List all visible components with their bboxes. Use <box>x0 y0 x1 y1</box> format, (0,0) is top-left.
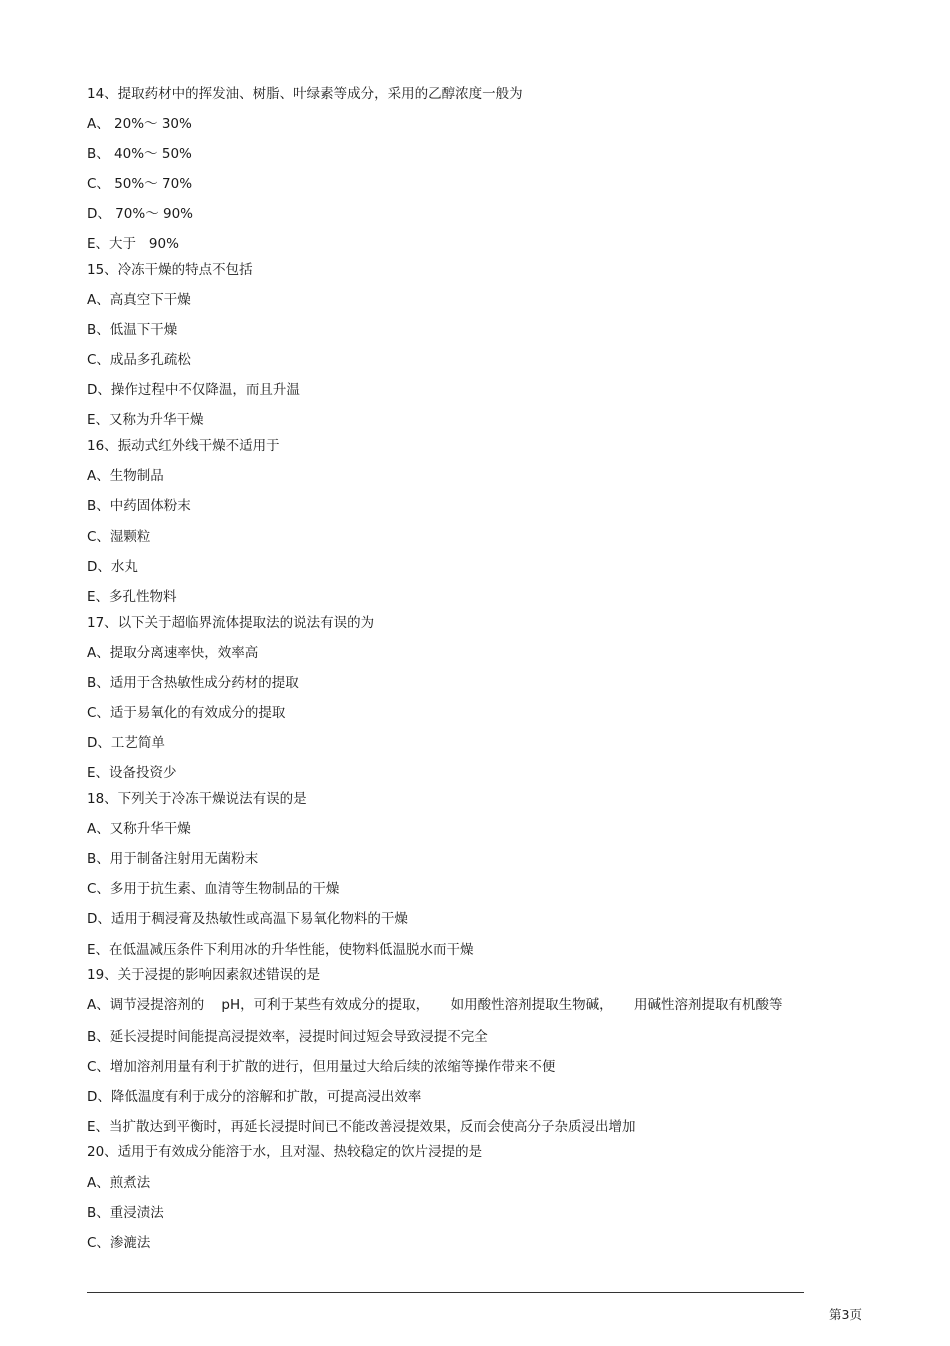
answer-option: B、用于制备注射用无菌粉末 <box>87 851 259 867</box>
answer-option: A、又称升华干燥 <box>87 821 191 837</box>
answer-option: D、适用于稠浸膏及热敏性或高温下易氧化物料的干燥 <box>87 911 408 927</box>
answer-option: E、设备投资少 <box>87 765 177 781</box>
answer-option: B、延长浸提时间能提高浸提效率，浸提时间过短会导致浸提不完全 <box>87 1029 488 1045</box>
answer-option: C、 50%～ 70% <box>87 176 193 192</box>
question-stem: 18、下列关于冷冻干燥说法有误的是 <box>87 791 307 807</box>
footer-divider <box>87 1292 804 1293</box>
question-stem: 14、提取药材中的挥发油、树脂、叶绿素等成分，采用的乙醇浓度一般为 <box>87 86 523 102</box>
answer-option: C、湿颗粒 <box>87 529 151 545</box>
answer-option: A、生物制品 <box>87 468 164 484</box>
question-stem: 15、冷冻干燥的特点不包括 <box>87 262 253 278</box>
question-stem: 16、振动式红外线干燥不适用于 <box>87 438 280 454</box>
page-number: 第3页 <box>829 1307 862 1322</box>
answer-option: C、增加溶剂用量有利于扩散的进行，但用量过大给后续的浓缩等操作带来不便 <box>87 1059 556 1075</box>
answer-option: C、成品多孔疏松 <box>87 352 191 368</box>
question-stem: 17、以下关于超临界流体提取法的说法有误的为 <box>87 615 375 631</box>
answer-option: D、操作过程中不仅降温，而且升温 <box>87 382 300 398</box>
answer-option: A、煎煮法 <box>87 1175 151 1191</box>
question-stem: 20、适用于有效成分能溶于水，且对湿、热较稳定的饮片浸提的是 <box>87 1144 483 1160</box>
answer-option: D、降低温度有利于成分的溶解和扩散，可提高浸出效率 <box>87 1089 422 1105</box>
answer-option: C、渗漉法 <box>87 1235 151 1251</box>
answer-option: E、多孔性物料 <box>87 589 177 605</box>
answer-option: B、适用于含热敏性成分药材的提取 <box>87 675 299 691</box>
answer-option: E、当扩散达到平衡时，再延长浸提时间已不能改善浸提效果，反而会使高分子杂质浸出增加 <box>87 1119 636 1135</box>
answer-option: B、 40%～ 50% <box>87 146 192 162</box>
answer-option: A、 20%～ 30% <box>87 116 192 132</box>
answer-option: C、多用于抗生素、血清等生物制品的干燥 <box>87 881 340 897</box>
answer-option: D、水丸 <box>87 559 138 575</box>
answer-option: E、大于 90% <box>87 236 179 252</box>
answer-option: D、工艺简单 <box>87 735 165 751</box>
answer-option: E、又称为升华干燥 <box>87 412 204 428</box>
answer-option: D、 70%～ 90% <box>87 206 193 222</box>
answer-option: B、中药固体粉末 <box>87 498 191 514</box>
answer-option: B、重浸渍法 <box>87 1205 164 1221</box>
question-stem: 19、关于浸提的影响因素叙述错误的是 <box>87 967 321 983</box>
answer-option: C、适于易氧化的有效成分的提取 <box>87 705 286 721</box>
answer-option: A、提取分离速率快，效率高 <box>87 645 259 661</box>
answer-option: A、高真空下干燥 <box>87 292 191 308</box>
answer-option: B、低温下干燥 <box>87 322 178 338</box>
answer-option: E、在低温减压条件下利用冰的升华性能，使物料低温脱水而干燥 <box>87 942 474 958</box>
answer-option: A、调节浸提溶剂的 pH，可利于某些有效成分的提取， 如用酸性溶剂提取生物碱， 用碱性溶剂提取有机酸等 <box>87 997 783 1013</box>
